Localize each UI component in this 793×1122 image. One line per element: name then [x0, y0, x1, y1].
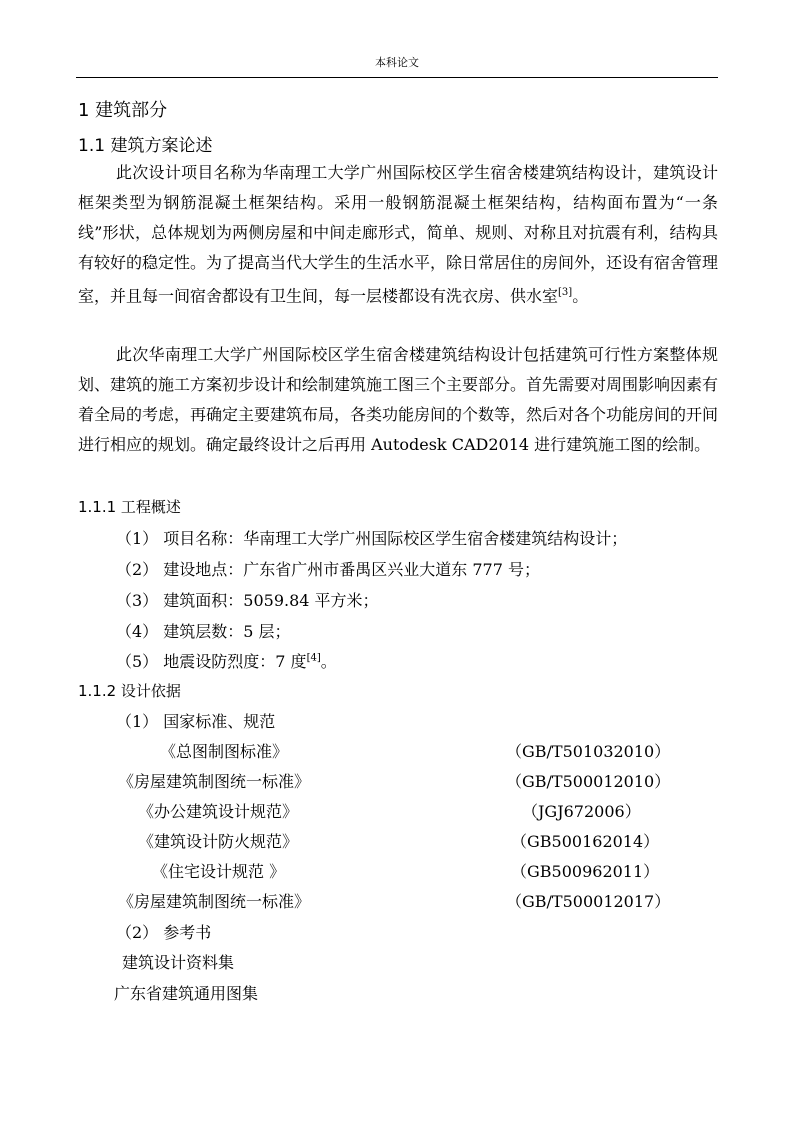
standard-title: 《房屋建筑制图统一标准》 — [118, 772, 311, 791]
overview-item-3 — [116, 588, 379, 611]
overview-item-2 — [116, 557, 540, 580]
standard-title: 《房屋建筑制图统一标准》 — [118, 892, 311, 911]
item-number: （4） — [116, 622, 159, 641]
section-heading-1: 1 建筑部分 — [78, 100, 168, 121]
reference-book: 广东省建筑通用图集 — [114, 984, 259, 1003]
item-text: 建筑层数：5 层； — [163, 622, 291, 641]
item-text: 建设地点：广东省广州市番禺区兴业大道东 777 号； — [163, 560, 540, 579]
basis-item-1 — [116, 709, 275, 732]
citation-4: [4] — [306, 652, 321, 664]
standard-title: 《办公建筑设计规范》 — [138, 802, 299, 821]
standard-code: （GB/T501032010） — [506, 742, 671, 761]
page-header: 本科论文 — [375, 56, 419, 69]
section-heading-1-1-2: 1.1.2 设计依据 — [78, 682, 181, 700]
citation-3: [3] — [558, 287, 573, 298]
overview-item-4 — [116, 619, 291, 642]
item-number: （1） — [116, 529, 159, 548]
paragraph-1 — [78, 158, 718, 311]
item-number: （5） — [116, 652, 159, 671]
paragraph-1-end: 。 — [572, 286, 589, 306]
item-end: 。 — [320, 652, 337, 671]
standard-code: （GB500162014） — [511, 832, 660, 851]
item-text: 国家标准、规范 — [163, 712, 276, 731]
paragraph-1-text: 此次设计项目名称为华南理工大学广州国际校区学生宿舍楼建筑结构设计，建筑设计框架类型为钢筋混凝土框架结构。采用一般钢筋混凝土框架结构，结构面布置为“一条线”形状，总体规划为两侧房屋和中间走廊形式，简单、规则、对称且对抗震有利，结构具有较好的稳定性。为了提高当代大学生的生活水平，除日常居住的房间外，还设有宿舍管理室，并且每一间宿舍都设有卫生间，每一层楼都设有洗衣房、供水室 — [78, 163, 719, 306]
standard-title: 《住宅设计规范 》 — [152, 862, 286, 881]
overview-item-1 — [116, 526, 627, 549]
standard-code: （JGJ672006） — [522, 802, 641, 821]
header-rule — [76, 77, 718, 78]
item-text: 地震设防烈度：7 度 — [163, 652, 307, 671]
item-text: 参考书 — [163, 923, 212, 942]
item-number: （3） — [116, 591, 159, 610]
section-heading-1-1: 1.1 建筑方案论述 — [78, 136, 213, 156]
reference-book: 建筑设计资料集 — [122, 953, 235, 972]
item-text: 建筑面积：5059.84 平方米； — [163, 591, 379, 610]
standard-title: 《建筑设计防火规范》 — [138, 832, 299, 851]
standard-code: （GB/T500012017） — [506, 892, 671, 911]
standard-code: （GB/T500012010） — [506, 772, 671, 791]
overview-item-5 — [116, 649, 337, 672]
item-number: （2） — [116, 560, 159, 579]
item-number: （2） — [116, 923, 159, 942]
basis-item-2 — [116, 920, 211, 943]
item-text: 项目名称：华南理工大学广州国际校区学生宿舍楼建筑结构设计； — [163, 529, 628, 548]
paragraph-2: 此次华南理工大学广州国际校区学生宿舍楼建筑结构设计包括建筑可行性方案整体规划、建筑的施工方案初步设计和绘制建筑施工图三个主要部分。首先需要对周围影响因素有着全局的考虑，再确定主要建筑布局，各类功能房间的个数等，然后对各个功能房间的开间进行相应的规划。确定最终设计之后再用 Autodesk CAD2014 进行建筑施工图的绘制。 — [78, 345, 719, 454]
standard-title: 《总图制图标准》 — [160, 742, 289, 761]
standard-code: （GB500962011） — [511, 862, 660, 881]
item-number: （1） — [116, 712, 159, 731]
section-heading-1-1-1: 1.1.1 工程概述 — [78, 498, 181, 516]
